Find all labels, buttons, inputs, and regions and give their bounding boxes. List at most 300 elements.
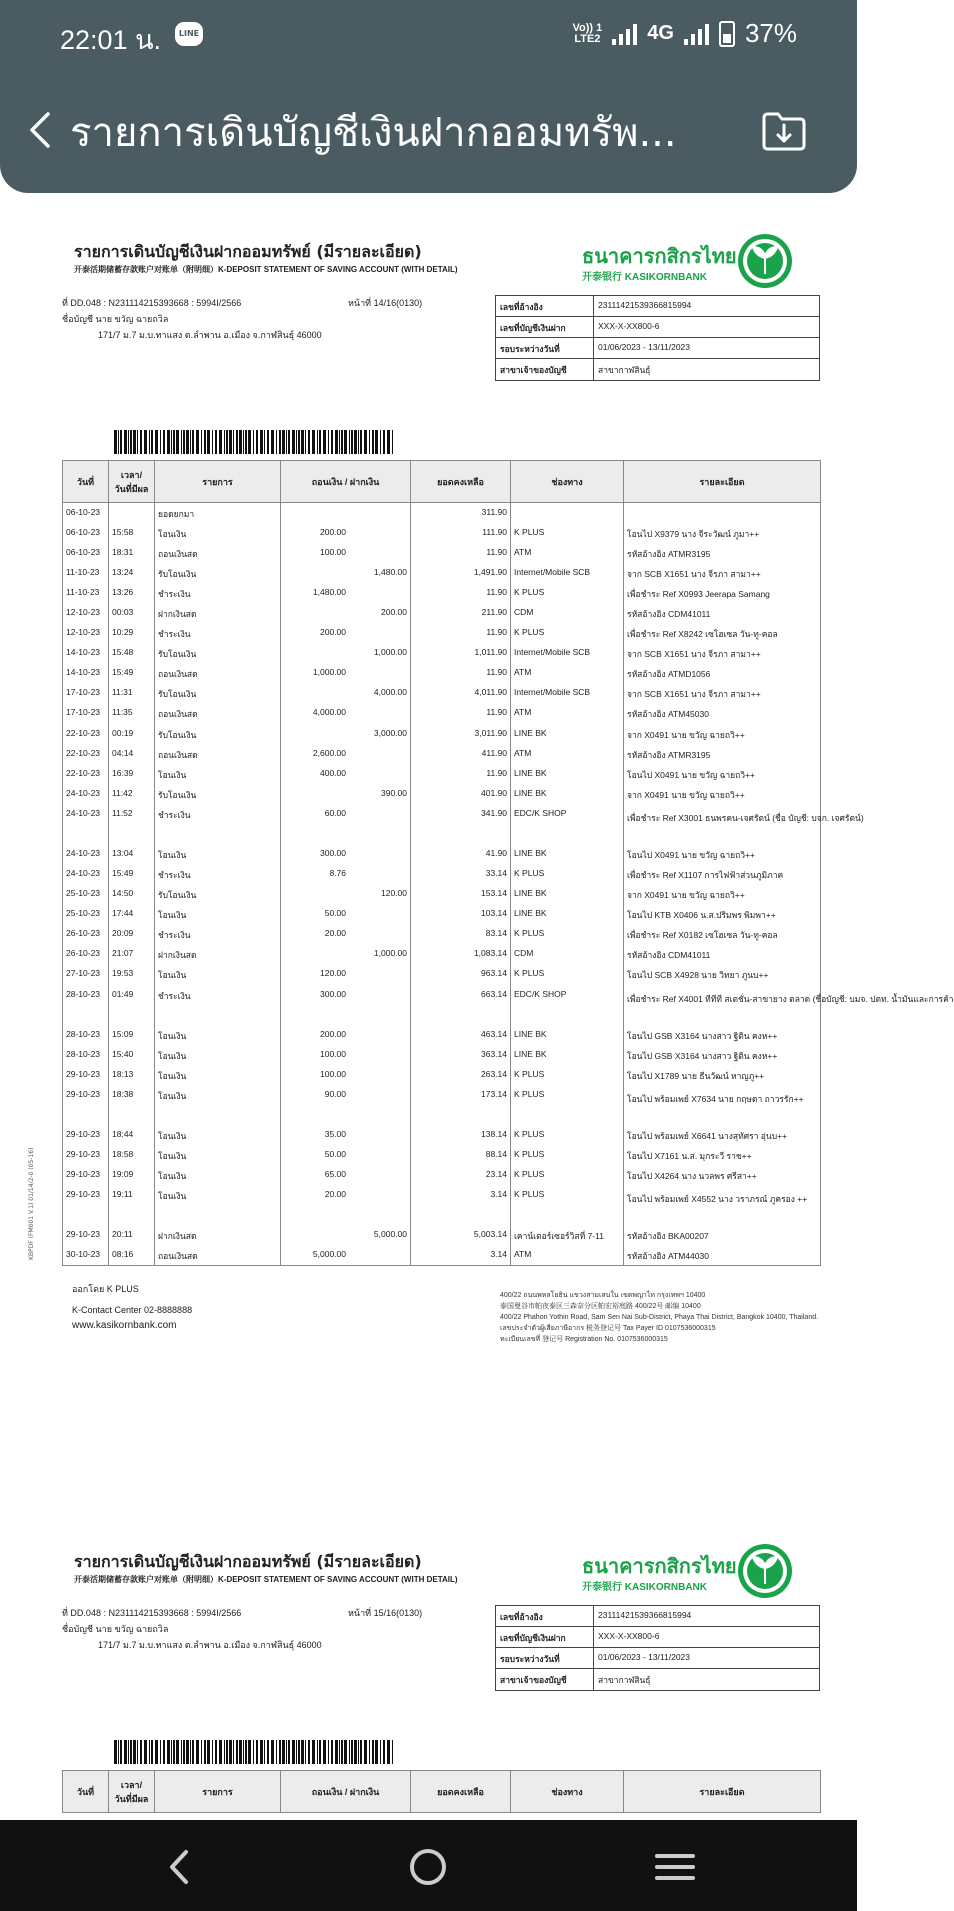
cell-item: โอนเงิน xyxy=(155,1125,281,1145)
cell-time: 11:31 xyxy=(109,683,155,703)
cell-balance: 88.14 xyxy=(411,1145,511,1165)
cell-balance: 11.90 xyxy=(411,623,511,643)
cell-balance: 963.14 xyxy=(411,964,511,984)
info-label: เลขที่อ้างอิง xyxy=(496,1606,594,1626)
home-circle-icon xyxy=(398,1842,458,1892)
cell-date: 24-10-23 xyxy=(63,784,109,804)
cell-time: 18:13 xyxy=(109,1065,155,1085)
cell-detail: เพื่อชำระ Ref X1107 การไฟฟ้าส่วนภูมิภาค xyxy=(624,864,821,884)
info-label: สาขาเจ้าของบัญชี xyxy=(496,1669,594,1690)
deposit-amount: 5,000.00 xyxy=(373,1229,407,1240)
deposit-amount: 1,480.00 xyxy=(373,566,407,577)
withdrawal-amount: 20.00 xyxy=(324,928,346,939)
cell-balance: 11.90 xyxy=(411,583,511,603)
cell-amount xyxy=(281,1185,411,1225)
info-row xyxy=(496,1669,819,1690)
withdrawal-amount: 100.00 xyxy=(320,1048,346,1059)
table-row xyxy=(63,724,821,744)
table-row xyxy=(63,603,821,623)
cell-amount xyxy=(281,683,411,703)
cell-date: 24-10-23 xyxy=(63,864,109,884)
table-row xyxy=(63,523,821,543)
cell-amount xyxy=(281,864,411,884)
cell-channel: CDM xyxy=(511,603,624,623)
signal-icon-2 xyxy=(684,23,709,45)
cell-channel: เคาน์เตอร์เซอร์วิสที่ 7-11 xyxy=(511,1225,624,1245)
cell-item: โอนเงิน xyxy=(155,1045,281,1065)
cell-time: 20:09 xyxy=(109,924,155,944)
info-value: 231114215393668​15994 xyxy=(598,1610,692,1620)
withdrawal-amount: 300.00 xyxy=(320,988,346,999)
column-header: เวลา/ วันที่มีผล xyxy=(109,461,155,503)
cell-date: 30-10-23 xyxy=(63,1245,109,1265)
statement-page-14 xyxy=(62,240,954,1390)
cell-item: ชำระเงิน xyxy=(155,985,281,1025)
cell-channel: K PLUS xyxy=(511,1085,624,1125)
info-value: 231114215393668​15994 xyxy=(598,300,692,310)
cell-date: 28-10-23 xyxy=(63,985,109,1025)
table-row xyxy=(63,1225,821,1245)
cell-amount xyxy=(281,603,411,623)
cell-item: ฝากเงินสด xyxy=(155,1225,281,1245)
cell-item: ยอดยกมา xyxy=(155,503,281,523)
cell-time: 13:26 xyxy=(109,583,155,603)
withdrawal-amount: 120.00 xyxy=(320,968,346,979)
cell-balance: 1,011.90 xyxy=(411,643,511,663)
pdf-viewer[interactable] xyxy=(0,200,954,1820)
cell-detail: โอนไป X7161 น.ส. มุกระวี ราช++ xyxy=(624,1145,821,1165)
footer-registration: ทะเบียนเลขที่ 登记号 Registration No. 0107536000315 xyxy=(500,1336,668,1343)
cell-detail: โอนไป X9379 นาง จีระวัฒน์ ภูมา++ xyxy=(624,523,821,543)
cell-amount xyxy=(281,964,411,984)
cell-channel: K PLUS xyxy=(511,523,624,543)
cell-balance: 341.90 xyxy=(411,804,511,844)
cell-item: รับโอนเงิน xyxy=(155,724,281,744)
cell-balance: 83.14 xyxy=(411,924,511,944)
table-row xyxy=(63,964,821,984)
cell-date: 29-10-23 xyxy=(63,1085,109,1125)
cell-date: 06-10-23 xyxy=(63,543,109,563)
table-row xyxy=(63,864,821,884)
withdrawal-amount: 200.00 xyxy=(320,526,346,537)
recents-icon xyxy=(645,1842,705,1892)
cell-balance: 3.14 xyxy=(411,1245,511,1265)
cell-date: 17-10-23 xyxy=(63,703,109,723)
bank-name-en: 开泰银行 KASIKORNBANK xyxy=(582,272,707,283)
cell-amount xyxy=(281,724,411,744)
account-info-box xyxy=(495,295,820,381)
cell-detail: เพื่อชำระ Ref X8242 เซโฮเซล วัน-ทู-คอล xyxy=(624,623,821,643)
cell-amount xyxy=(281,1085,411,1125)
info-label: เลขที่อ้างอิง xyxy=(496,296,594,316)
cell-detail: โอนไป พร้อมเพย์ X4552 นาง วราภรณ์ ภูครอง ++ xyxy=(624,1185,821,1225)
statement-subtitle: 开泰活期储蓄存款账户对账单（附明细）K-DEPOSIT STATEMENT OF SAVING ACCOUNT (WITH DETAIL) xyxy=(74,265,458,274)
cell-date: 27-10-23 xyxy=(63,964,109,984)
cell-date: 22-10-23 xyxy=(63,724,109,744)
cell-amount xyxy=(281,563,411,583)
cell-balance: 3.14 xyxy=(411,1185,511,1225)
nav-home-button[interactable] xyxy=(398,1842,458,1892)
cell-item: โอนเงิน xyxy=(155,764,281,784)
table-row xyxy=(63,563,821,583)
cell-time: 10:29 xyxy=(109,623,155,643)
table-row xyxy=(63,1025,821,1045)
cell-balance: 263.14 xyxy=(411,1065,511,1085)
cell-date: 25-10-23 xyxy=(63,884,109,904)
cell-time: 11:35 xyxy=(109,703,155,723)
table-row xyxy=(63,1045,821,1065)
app-bar xyxy=(0,0,857,193)
cell-time: 19:53 xyxy=(109,964,155,984)
column-header: รายละเอียด xyxy=(624,461,821,503)
cell-amount xyxy=(281,503,411,523)
page-number: หน้าที่ 14/16(0130) xyxy=(348,298,423,308)
cell-balance: 111.90 xyxy=(411,523,511,543)
cell-date: 12-10-23 xyxy=(63,623,109,643)
cell-channel: K PLUS xyxy=(511,924,624,944)
cell-amount xyxy=(281,623,411,643)
table-row xyxy=(63,1125,821,1145)
cell-detail: โอนไป พร้อมเพย์ X6641 นางสุทัศรา อุ่นบ++ xyxy=(624,1125,821,1145)
cell-time: 19:09 xyxy=(109,1165,155,1185)
info-label: รอบระหว่างวันที่ xyxy=(496,1648,594,1668)
cell-amount xyxy=(281,764,411,784)
info-value: XXX-X-XX800-6 xyxy=(598,1631,660,1641)
cell-item: โอนเงิน xyxy=(155,1065,281,1085)
cell-date: 29-10-23 xyxy=(63,1145,109,1165)
cell-date: 28-10-23 xyxy=(63,1045,109,1065)
cell-date: 29-10-23 xyxy=(63,1185,109,1225)
cell-detail: รหัสอ้างอิง CDM41011 xyxy=(624,944,821,964)
cell-detail: โอนไป GSB X3164 นางสาว ฐิติน คงห++ xyxy=(624,1045,821,1065)
cell-time: 21:07 xyxy=(109,944,155,964)
info-row xyxy=(496,359,819,380)
footer-contact xyxy=(72,1282,192,1333)
cell-date: 29-10-23 xyxy=(63,1165,109,1185)
deposit-amount: 3,000.00 xyxy=(373,727,407,738)
column-header: วันที่ xyxy=(63,461,109,503)
arrow-left-icon xyxy=(22,108,62,152)
table-row xyxy=(63,784,821,804)
cell-channel: LINE BK xyxy=(511,784,624,804)
cell-date: 24-10-23 xyxy=(63,804,109,844)
document-title: รายการเดินบัญชีเงินฝากออมทรัพ... xyxy=(70,110,677,156)
cell-channel: K PLUS xyxy=(511,964,624,984)
info-value: 01/06/2023 - 13/11/2023 xyxy=(598,1652,691,1662)
cell-time: 15:49 xyxy=(109,864,155,884)
kasikornbank-logo xyxy=(738,234,792,288)
withdrawal-amount: 300.00 xyxy=(320,847,346,858)
cell-channel: K PLUS xyxy=(511,864,624,884)
column-header: รายการ xyxy=(155,461,281,503)
cell-amount xyxy=(281,904,411,924)
table-row xyxy=(63,623,821,643)
info-value: XXX-X-XX800-6 xyxy=(598,321,660,331)
cell-amount xyxy=(281,523,411,543)
deposit-amount: 200.00 xyxy=(381,606,407,617)
cell-date: 17-10-23 xyxy=(63,683,109,703)
cell-balance: 211.90 xyxy=(411,603,511,623)
footer-tax-id: เลขประจำตัวผู้เสียภาษีอากร 税务登记号 Tax Payer ID 0107536000315 xyxy=(500,1325,716,1332)
cell-balance: 663.14 xyxy=(411,985,511,1025)
cell-channel: EDC/K SHOP xyxy=(511,804,624,844)
cell-amount xyxy=(281,663,411,683)
cell-amount xyxy=(281,703,411,723)
cell-time: 08:16 xyxy=(109,1245,155,1265)
bank-name-th: ธนาคารกสิกรไทย xyxy=(582,1554,737,1578)
cell-channel: K PLUS xyxy=(511,623,624,643)
table-row xyxy=(63,944,821,964)
table-row xyxy=(63,904,821,924)
cell-item: ชำระเงิน xyxy=(155,583,281,603)
cell-item: รับโอนเงิน xyxy=(155,784,281,804)
cell-detail: จาก SCB X1651 นาง จีรภา สามา++ xyxy=(624,683,821,703)
statement-ref: ที่ DD.048 : N23111421539366​8 : 5994I/2566 xyxy=(62,1608,242,1618)
column-header: ถอนเงิน / ฝากเงิน xyxy=(281,461,411,503)
withdrawal-amount: 50.00 xyxy=(324,1148,346,1159)
cell-balance: 1,083.14 xyxy=(411,944,511,964)
cell-item: ฝากเงินสด xyxy=(155,603,281,623)
footer-address-cn: 泰国曼谷市帕夜泰区三森奈分区帕宏裕庭路 400/22号 邮编 10400 xyxy=(500,1303,701,1310)
cell-channel: Internet/Mobile SCB xyxy=(511,563,624,583)
cell-detail: รหัสอ้างอิง BKA00207 xyxy=(624,1225,821,1245)
cell-amount xyxy=(281,1145,411,1165)
cell-channel: LINE BK xyxy=(511,884,624,904)
withdrawal-amount: 2,600.00 xyxy=(312,747,346,758)
cell-detail: จาก X0491 นาย ขวัญ ฉายถวิ++ xyxy=(624,784,821,804)
nav-back-button[interactable] xyxy=(150,1842,210,1892)
system-nav-bar xyxy=(0,1820,857,1911)
cell-time: 19:11 xyxy=(109,1185,155,1225)
cell-detail: รหัสอ้างอิง ATM45030 xyxy=(624,703,821,723)
cell-item: โอนเงิน xyxy=(155,964,281,984)
save-to-folder-button[interactable] xyxy=(759,108,809,154)
info-row xyxy=(496,296,819,317)
cell-date: 11-10-23 xyxy=(63,563,109,583)
barcode xyxy=(114,1740,396,1764)
chevron-left-icon xyxy=(150,1842,210,1892)
cell-amount xyxy=(281,543,411,563)
withdrawal-amount: 100.00 xyxy=(320,1068,346,1079)
cell-time: 15:48 xyxy=(109,643,155,663)
withdrawal-amount: 200.00 xyxy=(320,1028,346,1039)
cell-detail: โอนไป SCB X4928 นาย วิทยา ภูนบ++ xyxy=(624,964,821,984)
bank-name-en: 开泰银行 KASIKORNBANK xyxy=(582,1582,707,1593)
withdrawal-amount: 8.76 xyxy=(329,868,346,878)
cell-time: 18:38 xyxy=(109,1085,155,1125)
cell-balance: 23.14 xyxy=(411,1165,511,1185)
cell-balance: 401.90 xyxy=(411,784,511,804)
cell-amount xyxy=(281,744,411,764)
info-row xyxy=(496,317,819,338)
withdrawal-amount: 5,000.00 xyxy=(312,1249,346,1260)
cell-time: 13:04 xyxy=(109,844,155,864)
cell-time: 13:24 xyxy=(109,563,155,583)
column-header: รายละเอียด xyxy=(624,1771,821,1813)
network-type: 4G xyxy=(647,22,674,44)
battery-icon xyxy=(719,21,735,47)
table-row xyxy=(63,643,821,663)
cell-amount xyxy=(281,1245,411,1265)
cell-channel: ATM xyxy=(511,543,624,563)
account-address: 171/7 ม.7 ม.บ.ทาแสง ต.ลำพาน อ.เมือง จ.กาฬสินธุ์ 46000 xyxy=(98,1640,322,1650)
cell-amount xyxy=(281,944,411,964)
withdrawal-amount: 200.00 xyxy=(320,627,346,638)
info-value: สาขากาฬสินธุ์ xyxy=(598,1675,651,1685)
footer-address xyxy=(500,1290,818,1345)
cell-balance: 311.90 xyxy=(411,503,511,523)
table-row xyxy=(63,1085,821,1125)
cell-channel: EDC/K SHOP xyxy=(511,985,624,1025)
column-header: รายการ xyxy=(155,1771,281,1813)
statement-page-15 xyxy=(62,1550,820,1820)
cell-time: 11:52 xyxy=(109,804,155,844)
cell-balance: 41.90 xyxy=(411,844,511,864)
cell-balance: 11.90 xyxy=(411,764,511,784)
cell-detail: โอนไป GSB X3164 นางสาว ฐิติน คงห++ xyxy=(624,1025,821,1045)
cell-balance: 11.90 xyxy=(411,663,511,683)
column-header: ยอดคงเหลือ xyxy=(411,461,511,503)
transactions-table xyxy=(62,460,954,1266)
cell-date: 29-10-23 xyxy=(63,1225,109,1245)
cell-time: 15:49 xyxy=(109,663,155,683)
cell-balance: 363.14 xyxy=(411,1045,511,1065)
info-row xyxy=(496,1606,819,1627)
table-row xyxy=(63,503,821,523)
cell-item: โอนเงิน xyxy=(155,523,281,543)
cell-date: 24-10-23 xyxy=(63,844,109,864)
cell-time: 15:58 xyxy=(109,523,155,543)
withdrawal-amount: 90.00 xyxy=(324,1088,346,1099)
cell-detail: จาก SCB X1651 นาง จีรภา สามา++ xyxy=(624,563,821,583)
cell-balance: 173.14 xyxy=(411,1085,511,1125)
cell-item: โอนเงิน xyxy=(155,1085,281,1125)
cell-item: โอนเงิน xyxy=(155,1165,281,1185)
table-header-row xyxy=(63,461,821,503)
cell-balance: 3,011.90 xyxy=(411,724,511,744)
cell-detail: โอนไป X0491 นาย ขวัญ ฉายถวิ++ xyxy=(624,844,821,864)
table-row xyxy=(63,1165,821,1185)
info-value: สาขากาฬสินธุ์ xyxy=(598,365,651,375)
bank-name-th: ธนาคารกสิกรไทย xyxy=(582,244,737,268)
kasikornbank-logo xyxy=(738,1544,792,1598)
withdrawal-amount: 65.00 xyxy=(324,1169,346,1180)
cell-time: 18:58 xyxy=(109,1145,155,1165)
cell-channel: LINE BK xyxy=(511,844,624,864)
cell-detail: จาก SCB X1651 นาง จีรภา สามา++ xyxy=(624,643,821,663)
cell-amount xyxy=(281,1065,411,1085)
barcode xyxy=(114,430,396,454)
column-header: ยอดคงเหลือ xyxy=(411,1771,511,1813)
cell-detail: รหัสอ้างอิง ATMR3195 xyxy=(624,744,821,764)
deposit-amount: 120.00 xyxy=(381,888,407,899)
cell-amount xyxy=(281,1025,411,1045)
cell-time: 14:50 xyxy=(109,884,155,904)
table-header-row xyxy=(63,1771,821,1813)
nav-recents-button[interactable] xyxy=(645,1842,705,1892)
cell-amount xyxy=(281,924,411,944)
cell-item: โอนเงิน xyxy=(155,844,281,864)
cell-amount xyxy=(281,1045,411,1065)
status-indicators xyxy=(573,18,797,49)
cell-detail: โอนไป พร้อมเพย์ X7634 นาย กฤษดา ถาวรรัก++ xyxy=(624,1085,821,1125)
table-row xyxy=(63,764,821,784)
cell-balance: 11.90 xyxy=(411,543,511,563)
withdrawal-amount: 1,480.00 xyxy=(312,586,346,597)
withdrawal-amount: 400.00 xyxy=(320,767,346,778)
cell-balance: 153.14 xyxy=(411,884,511,904)
account-address: 171/7 ม.7 ม.บ.ทาแสง ต.ลำพาน อ.เมือง จ.กาฬสินธุ์ 46000 xyxy=(98,330,322,340)
status-bar xyxy=(0,0,857,70)
cell-item: ชำระเงิน xyxy=(155,623,281,643)
cell-balance: 4,011.90 xyxy=(411,683,511,703)
cell-date: 06-10-23 xyxy=(63,503,109,523)
cell-balance: 33.14 xyxy=(411,864,511,884)
cell-detail: รหัสอ้างอิง CDM41011 xyxy=(624,603,821,623)
cell-item: โอนเงิน xyxy=(155,904,281,924)
info-label: เลขที่บัญชีเงินฝาก xyxy=(496,317,594,337)
table-row xyxy=(63,1245,821,1265)
cell-item: ชำระเงิน xyxy=(155,864,281,884)
statement-title: รายการเดินบัญชีเงินฝากออมทรัพย์ (มีรายละเอียด) xyxy=(74,242,422,261)
transactions-table xyxy=(62,1770,821,1813)
cell-date: 29-10-23 xyxy=(63,1065,109,1085)
cell-date: 12-10-23 xyxy=(63,603,109,623)
cell-detail: จาก X0491 นาย ขวัญ ฉายถวิ++ xyxy=(624,724,821,744)
cell-detail: เพื่อชำระ Ref X3001 ธนพรคน-เจศรัตน์ (ชื่อ บัญชี: บจก. เจศรัตน์) xyxy=(624,804,821,844)
cell-date: 26-10-23 xyxy=(63,924,109,944)
cell-item: ถอนเงินสด xyxy=(155,703,281,723)
cell-time: 00:19 xyxy=(109,724,155,744)
cell-item: ถอนเงินสด xyxy=(155,543,281,563)
cell-time: 20:11 xyxy=(109,1225,155,1245)
back-button[interactable] xyxy=(22,108,62,152)
cell-time: 15:09 xyxy=(109,1025,155,1045)
footer-address-en: 400/22 Phahon Yothin Road, Sam Sen Nai Sub-District, Phaya Thai District, Bangkok 10400, Thailand. xyxy=(500,1314,819,1321)
table-row xyxy=(63,703,821,723)
cell-detail: เพื่อชำระ Ref X4001 ทีทีที สเตชั่น-สาขายาง ตลาด (ชื่อบัญชี: บมจ. ปตท. น้ำมันและการค้า xyxy=(624,985,821,1025)
footer-contact-center: K-Contact Center 02-8888888 xyxy=(72,1305,193,1315)
cell-date: 29-10-23 xyxy=(63,1125,109,1145)
cell-channel: CDM xyxy=(511,944,624,964)
cell-detail: รหัสอ้างอิง ATMD1056 xyxy=(624,663,821,683)
table-row xyxy=(63,744,821,764)
cell-amount xyxy=(281,643,411,663)
cell-channel: K PLUS xyxy=(511,1125,624,1145)
cell-date: 22-10-23 xyxy=(63,764,109,784)
column-header: ช่องทาง xyxy=(511,461,624,503)
signal-icon xyxy=(612,23,637,45)
table-row xyxy=(63,1185,821,1225)
withdrawal-amount: 100.00 xyxy=(320,546,346,557)
status-time: 22:01 น. xyxy=(60,25,162,55)
cell-channel: LINE BK xyxy=(511,764,624,784)
account-name: ชื่อบัญชี นาย ขวัญ ฉายถวิล xyxy=(62,1624,169,1634)
account-info-box xyxy=(495,1605,820,1691)
withdrawal-amount: 4,000.00 xyxy=(312,707,346,718)
cell-amount xyxy=(281,884,411,904)
statement-title: รายการเดินบัญชีเงินฝากออมทรัพย์ (มีรายละเอียด) xyxy=(74,1552,422,1571)
info-label: เลขที่บัญชีเงินฝาก xyxy=(496,1627,594,1647)
account-name: ชื่อบัญชี นาย ขวัญ ฉายถวิล xyxy=(62,314,169,324)
cell-item: โอนเงิน xyxy=(155,1185,281,1225)
cell-channel: ATM xyxy=(511,744,624,764)
cell-item: รับโอนเงิน xyxy=(155,884,281,904)
cell-channel xyxy=(511,503,624,523)
info-row xyxy=(496,338,819,359)
cell-amount xyxy=(281,1125,411,1145)
withdrawal-amount: 35.00 xyxy=(324,1128,346,1139)
